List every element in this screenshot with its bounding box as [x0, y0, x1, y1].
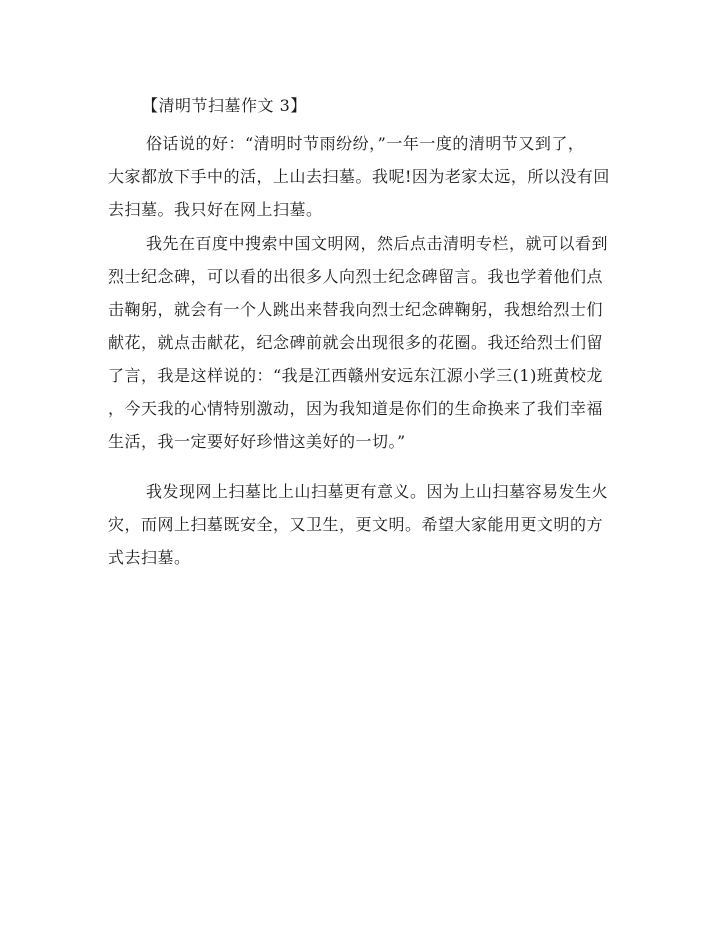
paragraph-1-line-1: 俗话说的好：“清明时节雨纷纷，”一年一度的清明节又到了， — [146, 134, 585, 153]
paragraph-2-line-4: 献花，就点击献花，纪念碑前就会出现很多的花圈。我还给烈士们留 — [108, 333, 604, 352]
paragraph-1-line-2: 大家都放下手中的活，上山去扫墓。我呢!因为老家太远，所以没有回 — [108, 167, 610, 186]
paragraph-2-line-7: 生活，我一定要好好珍惜这美好的一切。” — [108, 432, 406, 451]
paragraph-2-line-5: 了言，我是这样说的：“我是江西赣州安远东江源小学三(1)班黄校龙 — [108, 366, 603, 385]
paragraph-2-line-3: 击鞠躬，就会有一个人跳出来替我向烈士纪念碑鞠躬，我想给烈士们 — [108, 300, 604, 319]
paragraph-3-line-2: 灾，而网上扫墓既安全，又卫生，更文明。希望大家能用更文明的方 — [108, 515, 604, 534]
paragraph-1-line-3: 去扫墓。我只好在网上扫墓。 — [108, 200, 323, 219]
paragraph-2-line-2: 烈士纪念碑，可以看的出很多人向烈士纪念碑留言。我也学着他们点 — [108, 267, 604, 286]
paragraph-2-line-6: ，今天我的心情特别激动，因为我知道是你们的生命换来了我们幸福 — [108, 399, 604, 418]
document-title: 【清明节扫墓作文 3】 — [142, 96, 307, 115]
paragraph-3-line-3: 式去扫墓。 — [108, 548, 191, 567]
paragraph-3-line-1: 我发现网上扫墓比上山扫墓更有意义。因为上山扫墓容易发生火 — [146, 482, 609, 501]
paragraph-2-line-1: 我先在百度中搜索中国文明网，然后点击清明专栏，就可以看到 — [146, 234, 609, 253]
